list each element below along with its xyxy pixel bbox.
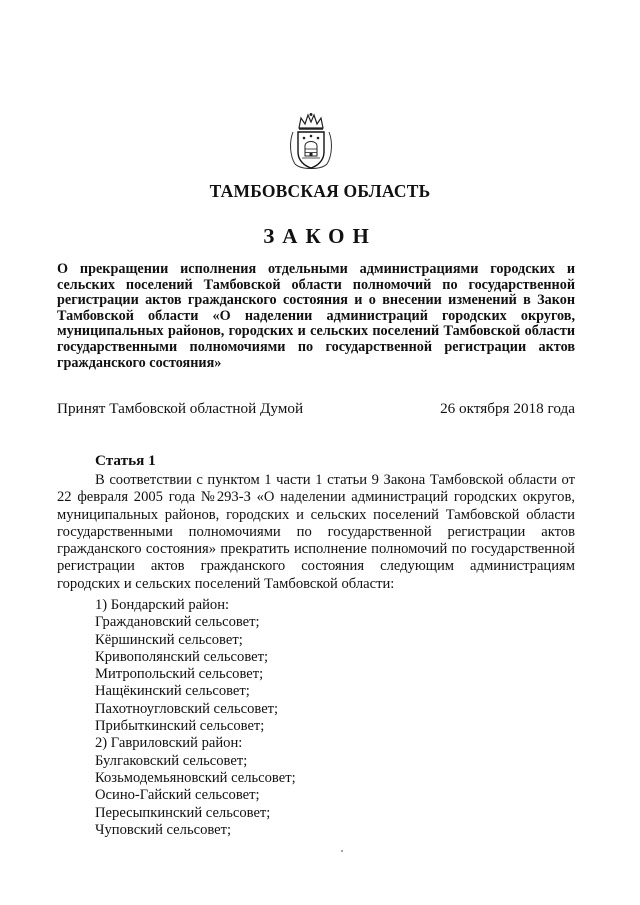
adoption-date: 26 октября 2018 года: [440, 400, 575, 417]
article-heading: Статья 1: [95, 452, 156, 469]
list-item: Прибыткинский сельсовет;: [95, 718, 265, 735]
coat-of-arms-emblem: [289, 112, 333, 174]
scan-speck: [341, 850, 343, 852]
settlement-list: [95, 597, 296, 839]
list-item: Осино-Гайский сельсовет;: [95, 787, 260, 804]
list-item: Кривополянский сельсовет;: [95, 648, 269, 665]
list-item: Булгаковский сельсовет;: [95, 752, 248, 769]
list-item: 2) Гавриловский район:: [95, 735, 243, 752]
list-item: Пересыпкинский сельсовет;: [95, 804, 271, 821]
list-item: Кёршинский сельсовет;: [95, 631, 243, 648]
list-item: Нащёкинский сельсовет;: [95, 683, 250, 700]
list-item: Пахотноугловский сельсовет;: [95, 700, 279, 717]
document-type-title: ЗАКОН: [263, 224, 377, 248]
list-item: Козьмодемьяновский сельсовет;: [95, 769, 296, 786]
list-item: Чуповский сельсовет;: [95, 821, 232, 838]
law-heading: О прекращении исполнения отдельными администрациями городских и сельских поселений Тамбовской области полномочий по государственной регистрации актов гражданского состояния и о внесении изменений в Закон Тамбовской области «О наделении администраций городских округов, муниципальных районов, городских и сельских поселений Тамбовской области государственными полномочиями по государственной регистрации актов гражданского состояния»: [57, 261, 575, 371]
list-item: Граждановский сельсовет;: [95, 614, 260, 631]
list-item: Митропольский сельсовет;: [95, 666, 264, 683]
adopted-by-text: Принят Тамбовской областной Думой: [57, 400, 304, 417]
region-title: ТАМБОВСКАЯ ОБЛАСТЬ: [209, 181, 431, 201]
list-item: 1) Бондарский район:: [95, 597, 230, 613]
article-paragraph: В соответствии с пунктом 1 части 1 статьи 9 Закона Тамбовской области от 22 февраля 2005 года №293-З «О наделении администраций городских округов, муниципальных районов, городских и сельских поселений Тамбовской области государственными полномочиями по государственной регистрации актов гражданского состояния» прекратить исполнение полномочий по государственной регистрации актов гражданского состояния следующим администрациям городских и сельских поселений Тамбовской области:: [57, 472, 575, 592]
